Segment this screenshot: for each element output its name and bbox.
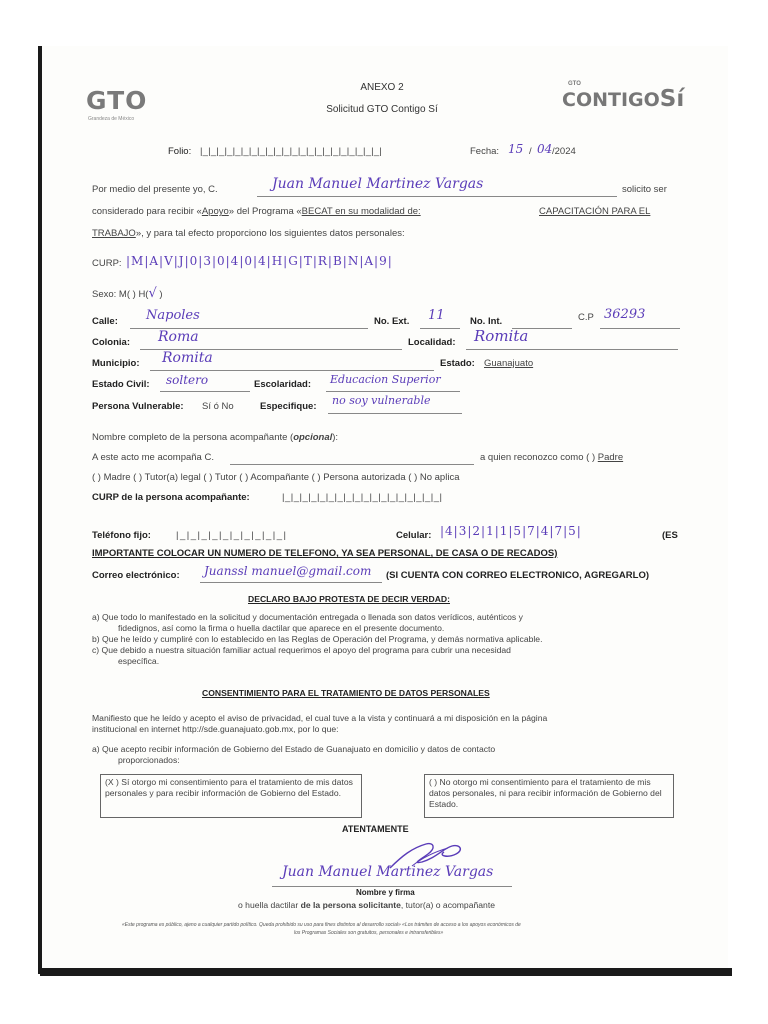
applicant-name[interactable]: Juan Manuel Martinez Vargas bbox=[272, 176, 484, 192]
declaro-c-line1: c) Que debido a nuestra situación familiar actual requerimos el apoyo del programa para cubrir una necesidad bbox=[92, 645, 511, 655]
localidad-value[interactable]: Romita bbox=[474, 327, 529, 345]
footer-line1: «Este programa es público, ajeno a cualquier partido político. Queda prohibido su uso para fines distintos al desarrollo social» «Los trámites de acceso a los apoyos económicos de bbox=[122, 922, 521, 928]
sexo-field: Sexo: M( ) H(√ ) bbox=[92, 286, 163, 301]
municipio-value[interactable]: Romita bbox=[162, 350, 213, 366]
celular-label: Celular: bbox=[396, 530, 432, 541]
curp-label: CURP: bbox=[92, 258, 122, 269]
escolaridad-label: Escolaridad: bbox=[254, 379, 312, 390]
folio-label: Folio: bbox=[168, 146, 192, 157]
telefono-boxes[interactable]: |_|_|_|_|_|_|_|_|_|_| bbox=[176, 530, 288, 541]
fecha-year: /2024 bbox=[552, 146, 576, 157]
localidad-label: Localidad: bbox=[408, 337, 456, 348]
fecha-day[interactable]: 15 bbox=[508, 142, 524, 156]
contigo-si-logo: CONTIGOSí bbox=[562, 86, 685, 112]
municipio-label: Municipio: bbox=[92, 358, 140, 369]
form-sheet bbox=[42, 46, 728, 968]
colonia-label: Colonia: bbox=[92, 337, 130, 348]
localidad-line bbox=[466, 349, 678, 350]
declaro-b: b) Que he leído y cumpliré con lo establecido en las Reglas de Operación del Programa, y demás normativa aplicable. bbox=[92, 634, 543, 644]
annex-label: ANEXO 2 bbox=[360, 82, 404, 93]
consent-no-box[interactable]: ( ) No otorgo mi consentimiento para el tratamiento de mis datos personales, ni para recibir información de Gobierno del Estado. bbox=[424, 774, 674, 818]
acompanante-title: Nombre completo de la persona acompañante (opcional): bbox=[92, 432, 339, 443]
telefono-label: Teléfono fijo: bbox=[92, 530, 151, 541]
gto-logo: GTO bbox=[86, 86, 148, 115]
intro-suffix: solicito ser bbox=[622, 184, 667, 195]
estado-value: Guanajuato bbox=[484, 358, 534, 369]
cp-value[interactable]: 36293 bbox=[604, 307, 646, 322]
correo-note: (SI CUENTA CON CORREO ELECTRONICO, AGREGARLO) bbox=[386, 570, 650, 581]
consent-title: CONSENTIMIENTO PARA EL TRATAMIENTO DE DATOS PERSONALES bbox=[202, 688, 490, 698]
especifique-value[interactable]: no soy vulnerable bbox=[332, 394, 431, 407]
consent-p1: Manifiesto que he leído y acepto el aviso de privacidad, el cual tuve a la vista y continuará a mi disposición en la página bbox=[92, 713, 548, 723]
contigo-logo-prefix: GTO bbox=[568, 81, 581, 87]
municipio-line bbox=[150, 370, 434, 371]
fecha-label: Fecha: bbox=[470, 146, 500, 157]
consent-yes-box[interactable]: (X ) Sí otorgo mi consentimiento para el tratamiento de mis datos personales y para recibir información de Gobierno del Estado. bbox=[100, 774, 362, 818]
estado-label: Estado: bbox=[440, 358, 475, 369]
acompanante-curp-label: CURP de la persona acompañante: bbox=[92, 492, 250, 503]
escolaridad-line bbox=[326, 391, 460, 392]
fecha-month[interactable]: 04 bbox=[537, 142, 553, 156]
int-label: No. Int. bbox=[470, 316, 503, 327]
page-shadow-bottom bbox=[40, 968, 732, 976]
acompanante-name-line[interactable] bbox=[230, 464, 474, 465]
vulnerable-options: Sí ó No bbox=[202, 401, 234, 412]
name-line bbox=[257, 196, 617, 197]
acompanante-relationship-options[interactable]: ( ) Madre ( ) Tutor(a) legal ( ) Tutor ( ) Acompañante ( ) Persona autorizada ( ) No aplica bbox=[92, 472, 460, 483]
correo-value[interactable]: Juanssl manuel@gmail.com bbox=[204, 564, 372, 578]
civil-value[interactable]: soltero bbox=[166, 373, 209, 387]
curp-value[interactable]: |M|A|V|J|0|3|0|4|0|4|H|G|T|R|B|N|A|9| bbox=[126, 254, 393, 268]
celular-value[interactable]: |4|3|2|1|1|5|7|4|7|5| bbox=[440, 524, 582, 538]
folio-boxes[interactable]: |_|_|_|_|_|_|_|_|_|_|_|_|_|_|_|_|_|_|_|_|_|_| bbox=[200, 146, 382, 157]
modalidad-value: CAPACITACIÓN PARA EL bbox=[539, 206, 651, 217]
sexo-h-check: √ bbox=[148, 286, 157, 301]
escolaridad-value[interactable]: Educacion Superior bbox=[330, 373, 441, 386]
intro-line2: considerado para recibir «Apoyo» del Programa «BECAT en su modalidad de: bbox=[92, 206, 421, 217]
footer-line2: los Programas Sociales son gratuitos, personales e intransferibles» bbox=[294, 930, 444, 936]
vulnerable-label: Persona Vulnerable: bbox=[92, 401, 184, 412]
colonia-value[interactable]: Roma bbox=[158, 329, 199, 345]
consent-a-line2: proporcionados: bbox=[118, 755, 180, 765]
ext-line bbox=[420, 328, 460, 329]
intro-line3: TRABAJO», y para tal efecto proporciono los siguientes datos personales: bbox=[92, 228, 405, 239]
ext-value[interactable]: 11 bbox=[428, 308, 445, 323]
cp-line bbox=[600, 328, 680, 329]
importante-note: IMPORTANTE COLOCAR UN NUMERO DE TELEFONO, YA SEA PERSONAL, DE CASA O DE RECADOS) bbox=[92, 548, 558, 559]
declaro-a-line2: fidedignos, así como la firma o huella dactilar que aparece en el presente documento. bbox=[118, 623, 445, 633]
intro-prefix: Por medio del presente yo, C. bbox=[92, 184, 218, 195]
atentamente-label: ATENTAMENTE bbox=[342, 824, 409, 834]
fecha-sep: / bbox=[529, 146, 532, 157]
correo-line bbox=[200, 582, 382, 583]
especifique-line bbox=[328, 413, 462, 414]
huella-label: o huella dactilar de la persona solicitante, tutor(a) o acompañante bbox=[238, 900, 495, 910]
signature-line bbox=[272, 886, 512, 887]
declaro-title: DECLARO BAJO PROTESTA DE DECIR VERDAD: bbox=[248, 594, 450, 604]
signed-name[interactable]: Juan Manuel Martinez Vargas bbox=[282, 864, 494, 880]
cp-label: C.P bbox=[578, 312, 594, 323]
correo-label: Correo electrónico: bbox=[92, 570, 180, 581]
especifique-label: Especifique: bbox=[260, 401, 317, 412]
consent-a-line1: a) Que acepto recibir información de Gobierno del Estado de Guanajuato en domicilio y datos de contacto bbox=[92, 744, 496, 754]
civil-line bbox=[160, 391, 250, 392]
declaro-c-line2: específica. bbox=[118, 656, 160, 666]
consent-p2: institucional en internet http://sde.guanajuato.gob.mx, por lo que: bbox=[92, 724, 339, 734]
acompanante-curp-boxes[interactable]: |_|_|_|_|_|_|_|_|_|_|_|_|_|_|_|_|_|_| bbox=[282, 492, 443, 503]
calle-value[interactable]: Napoles bbox=[146, 308, 200, 323]
ext-label: No. Ext. bbox=[374, 316, 410, 327]
acompanante-line1: A este acto me acompaña C. bbox=[92, 452, 214, 463]
calle-label: Calle: bbox=[92, 316, 118, 327]
telefono-es: (ES bbox=[662, 530, 678, 541]
nombre-firma-label: Nombre y firma bbox=[356, 888, 415, 897]
form-title: Solicitud GTO Contigo Sí bbox=[326, 104, 438, 115]
gto-logo-tagline: Grandeza de México bbox=[88, 116, 135, 122]
declaro-a-line1: a) Que todo lo manifestado en la solicitud y documentación entregada o llenada son datos verídicos, auténticos y bbox=[92, 612, 523, 622]
civil-label: Estado Civil: bbox=[92, 379, 150, 390]
acompanante-reconozco: a quien reconozco como ( ) Padre bbox=[480, 452, 624, 463]
